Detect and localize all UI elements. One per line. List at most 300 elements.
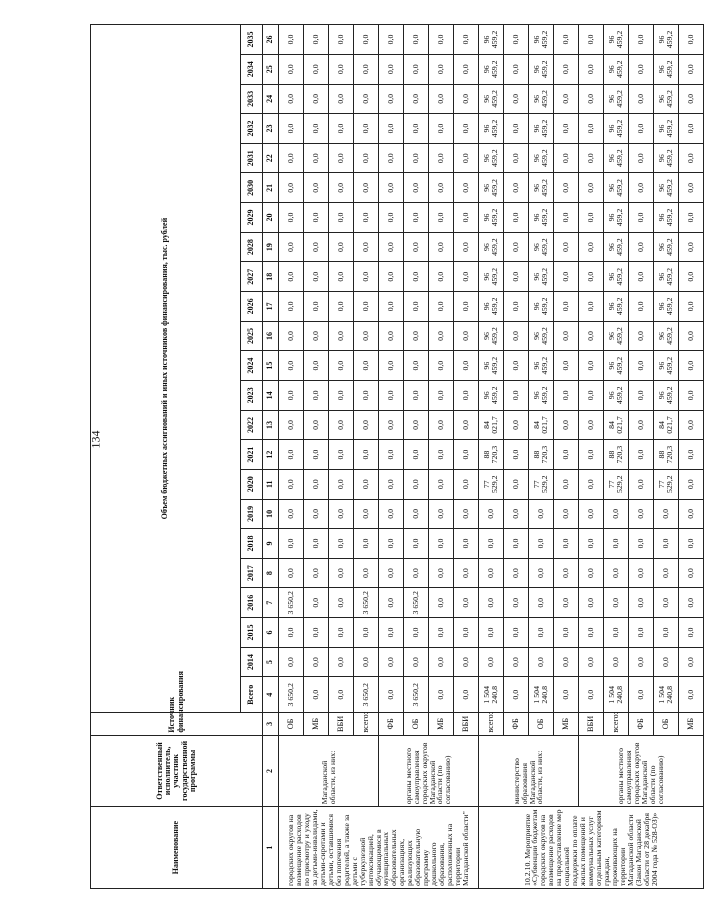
value-cell: 96 459,2 xyxy=(529,351,554,381)
value-cell: 0,0 xyxy=(554,54,579,84)
value-cell: 0,0 xyxy=(279,499,304,529)
value-cell: 0,0 xyxy=(329,25,354,55)
value-cell: 0,0 xyxy=(579,380,604,410)
value-cell: 0,0 xyxy=(329,410,354,440)
header-index-cell: 19 xyxy=(263,232,279,262)
value-cell: 96 459,2 xyxy=(654,380,679,410)
value-cell: 96 459,2 xyxy=(654,143,679,173)
value-cell: 0,0 xyxy=(379,469,404,499)
value-cell: 0,0 xyxy=(329,618,354,648)
header-year: 2020 xyxy=(241,469,263,499)
value-cell: 96 459,2 xyxy=(654,262,679,292)
value-cell: 0,0 xyxy=(679,380,704,410)
value-cell: 0,0 xyxy=(379,647,404,677)
value-cell: 0,0 xyxy=(379,84,404,114)
value-cell: 0,0 xyxy=(354,469,379,499)
header-executor: Ответственный исполнитель, участник государственной программы xyxy=(91,735,263,807)
header-year: 2024 xyxy=(241,351,263,381)
source-cell: ФБ xyxy=(504,713,529,735)
value-cell: 0,0 xyxy=(554,321,579,351)
value-cell: 0,0 xyxy=(429,499,454,529)
value-cell: 0,0 xyxy=(629,143,654,173)
value-cell: 0,0 xyxy=(454,25,479,55)
header-total: Всего xyxy=(241,677,263,713)
header-volume: Объем бюджетных ассигнований и иных источников финансирования, тыс. рублей xyxy=(91,25,241,713)
value-cell: 0,0 xyxy=(454,558,479,588)
value-cell: 0,0 xyxy=(629,25,654,55)
value-cell: 0,0 xyxy=(454,321,479,351)
value-cell: 0,0 xyxy=(504,499,529,529)
value-cell: 0,0 xyxy=(429,588,454,618)
header-year: 2022 xyxy=(241,410,263,440)
value-cell: 0,0 xyxy=(554,558,579,588)
value-cell: 0,0 xyxy=(629,647,654,677)
header-year: 2025 xyxy=(241,321,263,351)
value-cell: 0,0 xyxy=(429,114,454,144)
value-cell: 0,0 xyxy=(504,440,529,470)
header-index-cell: 17 xyxy=(263,292,279,322)
value-cell: 0,0 xyxy=(354,499,379,529)
header-year: 2014 xyxy=(241,647,263,677)
value-cell: 0,0 xyxy=(554,469,579,499)
value-cell: 0,0 xyxy=(629,677,654,713)
value-cell: 0,0 xyxy=(504,351,529,381)
value-cell: 0,0 xyxy=(504,380,529,410)
value-cell: 0,0 xyxy=(279,25,304,55)
value-cell: 0,0 xyxy=(354,410,379,440)
value-cell: 96 459,2 xyxy=(604,203,629,233)
value-cell: 84 021,7 xyxy=(479,410,504,440)
value-cell: 0,0 xyxy=(379,203,404,233)
value-cell: 96 459,2 xyxy=(529,262,554,292)
value-cell: 0,0 xyxy=(454,469,479,499)
value-cell: 0,0 xyxy=(379,25,404,55)
value-cell: 0,0 xyxy=(679,84,704,114)
value-cell: 0,0 xyxy=(304,84,329,114)
budget-table xyxy=(90,24,704,889)
value-cell: 0,0 xyxy=(379,440,404,470)
table-row xyxy=(379,25,404,889)
source-cell: МБ xyxy=(429,713,454,735)
value-cell: 0,0 xyxy=(354,232,379,262)
value-cell: 0,0 xyxy=(529,529,554,559)
value-cell: 0,0 xyxy=(304,677,329,713)
value-cell: 0,0 xyxy=(429,84,454,114)
value-cell: 0,0 xyxy=(554,410,579,440)
value-cell: 1 504 240,8 xyxy=(604,677,629,713)
value-cell: 96 459,2 xyxy=(654,114,679,144)
row-name-cell: 10.2.10. Мероприятие «Субвенции бюджетам городских округов на возмещение расходов на предоставление мер социальной поддержки по оплате жилых помещений и коммунальных услуг отдельным категориям граждан, проживающих на территории Магаданской области (Закон Магаданской области от 28 декабря 2004 года № 528-ОЗ)» xyxy=(479,807,704,889)
value-cell: 88 720,3 xyxy=(479,440,504,470)
value-cell: 0,0 xyxy=(579,618,604,648)
value-cell: 0,0 xyxy=(404,25,429,55)
value-cell: 96 459,2 xyxy=(654,203,679,233)
value-cell: 0,0 xyxy=(404,143,429,173)
table-header xyxy=(88,25,279,889)
value-cell: 0,0 xyxy=(429,440,454,470)
value-cell: 0,0 xyxy=(279,203,304,233)
value-cell: 0,0 xyxy=(329,499,354,529)
value-cell: 0,0 xyxy=(479,588,504,618)
value-cell: 0,0 xyxy=(354,262,379,292)
value-cell: 0,0 xyxy=(429,173,454,203)
value-cell: 0,0 xyxy=(279,529,304,559)
value-cell: 0,0 xyxy=(504,647,529,677)
value-cell: 0,0 xyxy=(429,469,454,499)
value-cell: 0,0 xyxy=(454,203,479,233)
value-cell: 0,0 xyxy=(354,84,379,114)
value-cell: 0,0 xyxy=(379,499,404,529)
value-cell: 0,0 xyxy=(454,647,479,677)
value-cell: 0,0 xyxy=(679,292,704,322)
value-cell: 0,0 xyxy=(329,114,354,144)
value-cell: 3 650,2 xyxy=(404,588,429,618)
table-row xyxy=(479,25,504,889)
value-cell: 0,0 xyxy=(354,143,379,173)
value-cell: 96 459,2 xyxy=(479,173,504,203)
value-cell: 0,0 xyxy=(279,114,304,144)
value-cell: 0,0 xyxy=(354,351,379,381)
value-cell: 0,0 xyxy=(679,54,704,84)
value-cell: 0,0 xyxy=(329,262,354,292)
value-cell: 96 459,2 xyxy=(654,232,679,262)
value-cell: 77 529,2 xyxy=(654,469,679,499)
value-cell: 0,0 xyxy=(404,469,429,499)
value-cell: 0,0 xyxy=(279,143,304,173)
value-cell: 96 459,2 xyxy=(529,143,554,173)
value-cell: 0,0 xyxy=(629,262,654,292)
value-cell: 96 459,2 xyxy=(529,292,554,322)
header-year: 2031 xyxy=(241,143,263,173)
value-cell: 0,0 xyxy=(379,54,404,84)
value-cell: 0,0 xyxy=(679,677,704,713)
value-cell: 0,0 xyxy=(529,499,554,529)
header-index-cell: 23 xyxy=(263,114,279,144)
value-cell: 1 504 240,8 xyxy=(479,677,504,713)
header-index-cell: 25 xyxy=(263,54,279,84)
value-cell: 0,0 xyxy=(504,25,529,55)
value-cell: 0,0 xyxy=(504,54,529,84)
value-cell: 0,0 xyxy=(404,410,429,440)
value-cell: 0,0 xyxy=(279,321,304,351)
source-cell: всего: xyxy=(479,713,504,735)
value-cell: 0,0 xyxy=(629,84,654,114)
value-cell: 0,0 xyxy=(579,25,604,55)
header-index-cell: 24 xyxy=(263,84,279,114)
value-cell: 96 459,2 xyxy=(654,321,679,351)
value-cell: 1 504 240,8 xyxy=(529,677,554,713)
value-cell: 96 459,2 xyxy=(604,54,629,84)
row-executor-cell: министерство образования Магаданской области, из них: xyxy=(479,735,579,807)
value-cell: 0,0 xyxy=(579,647,604,677)
value-cell: 96 459,2 xyxy=(479,114,504,144)
header-index-cell: 13 xyxy=(263,410,279,440)
source-cell: МБ xyxy=(304,713,329,735)
value-cell: 0,0 xyxy=(354,114,379,144)
header-name: Наименование xyxy=(91,807,263,889)
value-cell: 0,0 xyxy=(379,588,404,618)
value-cell: 0,0 xyxy=(354,203,379,233)
value-cell: 0,0 xyxy=(304,25,329,55)
value-cell: 0,0 xyxy=(404,558,429,588)
value-cell: 0,0 xyxy=(679,410,704,440)
value-cell: 0,0 xyxy=(279,469,304,499)
value-cell: 0,0 xyxy=(504,292,529,322)
value-cell: 0,0 xyxy=(579,499,604,529)
value-cell: 0,0 xyxy=(404,203,429,233)
value-cell: 0,0 xyxy=(379,529,404,559)
value-cell: 0,0 xyxy=(404,54,429,84)
value-cell: 0,0 xyxy=(629,114,654,144)
page-number: 134 xyxy=(88,430,103,449)
source-cell: ОБ xyxy=(529,713,554,735)
value-cell: 0,0 xyxy=(304,380,329,410)
value-cell: 0,0 xyxy=(454,232,479,262)
value-cell: 0,0 xyxy=(679,321,704,351)
value-cell: 96 459,2 xyxy=(604,321,629,351)
value-cell: 0,0 xyxy=(504,262,529,292)
value-cell: 0,0 xyxy=(579,351,604,381)
value-cell: 0,0 xyxy=(679,529,704,559)
value-cell: 0,0 xyxy=(304,114,329,144)
value-cell: 84 021,7 xyxy=(529,410,554,440)
value-cell: 0,0 xyxy=(304,351,329,381)
value-cell: 0,0 xyxy=(504,677,529,713)
value-cell: 0,0 xyxy=(279,232,304,262)
value-cell: 0,0 xyxy=(504,558,529,588)
header-year: 2018 xyxy=(241,529,263,559)
value-cell: 0,0 xyxy=(404,440,429,470)
value-cell: 96 459,2 xyxy=(654,351,679,381)
value-cell: 0,0 xyxy=(504,203,529,233)
value-cell: 0,0 xyxy=(679,618,704,648)
value-cell: 96 459,2 xyxy=(479,351,504,381)
value-cell: 0,0 xyxy=(504,321,529,351)
header-year: 2023 xyxy=(241,380,263,410)
value-cell: 0,0 xyxy=(504,232,529,262)
value-cell: 0,0 xyxy=(529,618,554,648)
value-cell: 0,0 xyxy=(304,499,329,529)
value-cell: 0,0 xyxy=(679,558,704,588)
value-cell: 0,0 xyxy=(304,232,329,262)
header-year: 2021 xyxy=(241,440,263,470)
value-cell: 0,0 xyxy=(329,321,354,351)
value-cell: 0,0 xyxy=(304,203,329,233)
value-cell: 0,0 xyxy=(579,143,604,173)
value-cell: 0,0 xyxy=(554,380,579,410)
value-cell: 0,0 xyxy=(629,54,654,84)
value-cell: 0,0 xyxy=(429,529,454,559)
source-cell: ОБ xyxy=(279,713,304,735)
value-cell: 96 459,2 xyxy=(604,143,629,173)
value-cell: 0,0 xyxy=(404,173,429,203)
value-cell: 0,0 xyxy=(554,262,579,292)
value-cell: 96 459,2 xyxy=(604,292,629,322)
source-cell: ФБ xyxy=(629,713,654,735)
value-cell: 0,0 xyxy=(329,558,354,588)
source-cell: ФБ xyxy=(379,713,404,735)
value-cell: 96 459,2 xyxy=(604,380,629,410)
value-cell: 0,0 xyxy=(579,469,604,499)
value-cell: 0,0 xyxy=(354,173,379,203)
value-cell: 0,0 xyxy=(529,647,554,677)
value-cell: 0,0 xyxy=(679,469,704,499)
value-cell: 96 459,2 xyxy=(604,262,629,292)
value-cell: 0,0 xyxy=(404,262,429,292)
value-cell: 0,0 xyxy=(504,143,529,173)
value-cell: 0,0 xyxy=(579,54,604,84)
value-cell: 0,0 xyxy=(629,410,654,440)
value-cell: 0,0 xyxy=(579,558,604,588)
value-cell: 0,0 xyxy=(279,262,304,292)
value-cell: 96 459,2 xyxy=(479,203,504,233)
row-executor-cell: органы местного самоуправления городских округов Магаданской области (по согласованию) xyxy=(379,735,479,807)
value-cell: 96 459,2 xyxy=(529,25,554,55)
value-cell: 0,0 xyxy=(429,677,454,713)
value-cell: 96 459,2 xyxy=(654,292,679,322)
value-cell: 0,0 xyxy=(304,173,329,203)
table-body xyxy=(279,25,704,889)
value-cell: 0,0 xyxy=(579,173,604,203)
row-name-cell: городских округов на возмещение расходов по присмотру и уходу за детьми-инвалидами, детьми-сиротами и детьми, оставшимися без попечения родителей, а также за детьми с туберкулезной интоксикацией, обучающимися в муниципальных образовательных организациях, реализующих образовательную программу дошкольного образования, расположенных на территории Магаданской области" xyxy=(279,807,479,889)
row-executor-cell: органы местного самоуправления городских округов Магаданской области (по согласованию) xyxy=(579,735,704,807)
value-cell: 0,0 xyxy=(329,351,354,381)
value-cell: 0,0 xyxy=(604,647,629,677)
value-cell: 0,0 xyxy=(454,262,479,292)
value-cell: 96 459,2 xyxy=(479,292,504,322)
value-cell: 0,0 xyxy=(329,469,354,499)
value-cell: 0,0 xyxy=(279,558,304,588)
value-cell: 77 529,2 xyxy=(604,469,629,499)
value-cell: 0,0 xyxy=(279,647,304,677)
value-cell: 0,0 xyxy=(379,351,404,381)
value-cell: 0,0 xyxy=(504,114,529,144)
source-cell: МБ xyxy=(554,713,579,735)
value-cell: 0,0 xyxy=(679,440,704,470)
value-cell: 0,0 xyxy=(679,499,704,529)
value-cell: 0,0 xyxy=(579,410,604,440)
value-cell: 0,0 xyxy=(354,618,379,648)
value-cell: 0,0 xyxy=(629,469,654,499)
value-cell: 0,0 xyxy=(404,351,429,381)
value-cell: 0,0 xyxy=(404,114,429,144)
header-year: 2035 xyxy=(241,25,263,55)
header-index-cell: 4 xyxy=(263,677,279,713)
value-cell: 0,0 xyxy=(454,351,479,381)
header-index-cell: 3 xyxy=(263,713,279,735)
value-cell: 0,0 xyxy=(404,292,429,322)
value-cell: 0,0 xyxy=(654,558,679,588)
value-cell: 0,0 xyxy=(654,499,679,529)
header-year: 2033 xyxy=(241,84,263,114)
value-cell: 0,0 xyxy=(679,262,704,292)
value-cell: 0,0 xyxy=(429,203,454,233)
value-cell: 0,0 xyxy=(354,558,379,588)
value-cell: 0,0 xyxy=(304,588,329,618)
value-cell: 0,0 xyxy=(504,410,529,440)
header-year: 2017 xyxy=(241,558,263,588)
value-cell: 0,0 xyxy=(354,440,379,470)
value-cell: 0,0 xyxy=(554,618,579,648)
value-cell: 0,0 xyxy=(379,618,404,648)
value-cell: 0,0 xyxy=(304,262,329,292)
value-cell: 0,0 xyxy=(404,499,429,529)
value-cell: 0,0 xyxy=(554,232,579,262)
value-cell: 0,0 xyxy=(679,25,704,55)
value-cell: 0,0 xyxy=(404,647,429,677)
header-index-cell: 18 xyxy=(263,262,279,292)
value-cell: 0,0 xyxy=(329,529,354,559)
value-cell: 0,0 xyxy=(579,292,604,322)
value-cell: 0,0 xyxy=(504,529,529,559)
value-cell: 96 459,2 xyxy=(529,321,554,351)
header-index-row xyxy=(263,25,279,889)
value-cell: 0,0 xyxy=(304,292,329,322)
value-cell: 0,0 xyxy=(454,529,479,559)
value-cell: 88 720,3 xyxy=(604,440,629,470)
source-cell: ВБИ xyxy=(329,713,354,735)
value-cell: 0,0 xyxy=(554,588,579,618)
value-cell: 0,0 xyxy=(329,647,354,677)
header-year: 2015 xyxy=(241,618,263,648)
value-cell: 0,0 xyxy=(429,618,454,648)
value-cell: 96 459,2 xyxy=(604,25,629,55)
value-cell: 0,0 xyxy=(304,440,329,470)
value-cell: 0,0 xyxy=(554,499,579,529)
header-index-cell: 1 xyxy=(263,807,279,889)
value-cell: 96 459,2 xyxy=(479,25,504,55)
value-cell: 0,0 xyxy=(629,321,654,351)
value-cell: 0,0 xyxy=(304,618,329,648)
value-cell: 0,0 xyxy=(304,143,329,173)
value-cell: 0,0 xyxy=(329,54,354,84)
value-cell: 0,0 xyxy=(554,114,579,144)
value-cell: 0,0 xyxy=(379,262,404,292)
value-cell: 0,0 xyxy=(379,114,404,144)
value-cell: 0,0 xyxy=(354,54,379,84)
value-cell: 0,0 xyxy=(454,588,479,618)
value-cell: 0,0 xyxy=(629,351,654,381)
value-cell: 0,0 xyxy=(329,232,354,262)
value-cell: 96 459,2 xyxy=(479,380,504,410)
value-cell: 0,0 xyxy=(429,647,454,677)
header-year: 2027 xyxy=(241,262,263,292)
header-year: 2029 xyxy=(241,203,263,233)
value-cell: 3 650,2 xyxy=(279,677,304,713)
value-cell: 0,0 xyxy=(304,469,329,499)
value-cell: 0,0 xyxy=(604,588,629,618)
header-year: 2028 xyxy=(241,232,263,262)
value-cell: 0,0 xyxy=(454,677,479,713)
header-year: 2034 xyxy=(241,54,263,84)
value-cell: 0,0 xyxy=(604,558,629,588)
header-index-cell: 11 xyxy=(263,469,279,499)
value-cell: 0,0 xyxy=(554,677,579,713)
value-cell: 84 021,7 xyxy=(604,410,629,440)
source-cell: ОБ xyxy=(404,713,429,735)
value-cell: 0,0 xyxy=(279,84,304,114)
value-cell: 0,0 xyxy=(604,618,629,648)
value-cell: 0,0 xyxy=(454,618,479,648)
header-year: 2016 xyxy=(241,588,263,618)
value-cell: 0,0 xyxy=(329,380,354,410)
header-source: Источник финансирования xyxy=(91,713,263,735)
value-cell: 0,0 xyxy=(579,203,604,233)
value-cell: 0,0 xyxy=(379,321,404,351)
value-cell: 0,0 xyxy=(404,84,429,114)
value-cell: 0,0 xyxy=(554,351,579,381)
value-cell: 0,0 xyxy=(379,677,404,713)
